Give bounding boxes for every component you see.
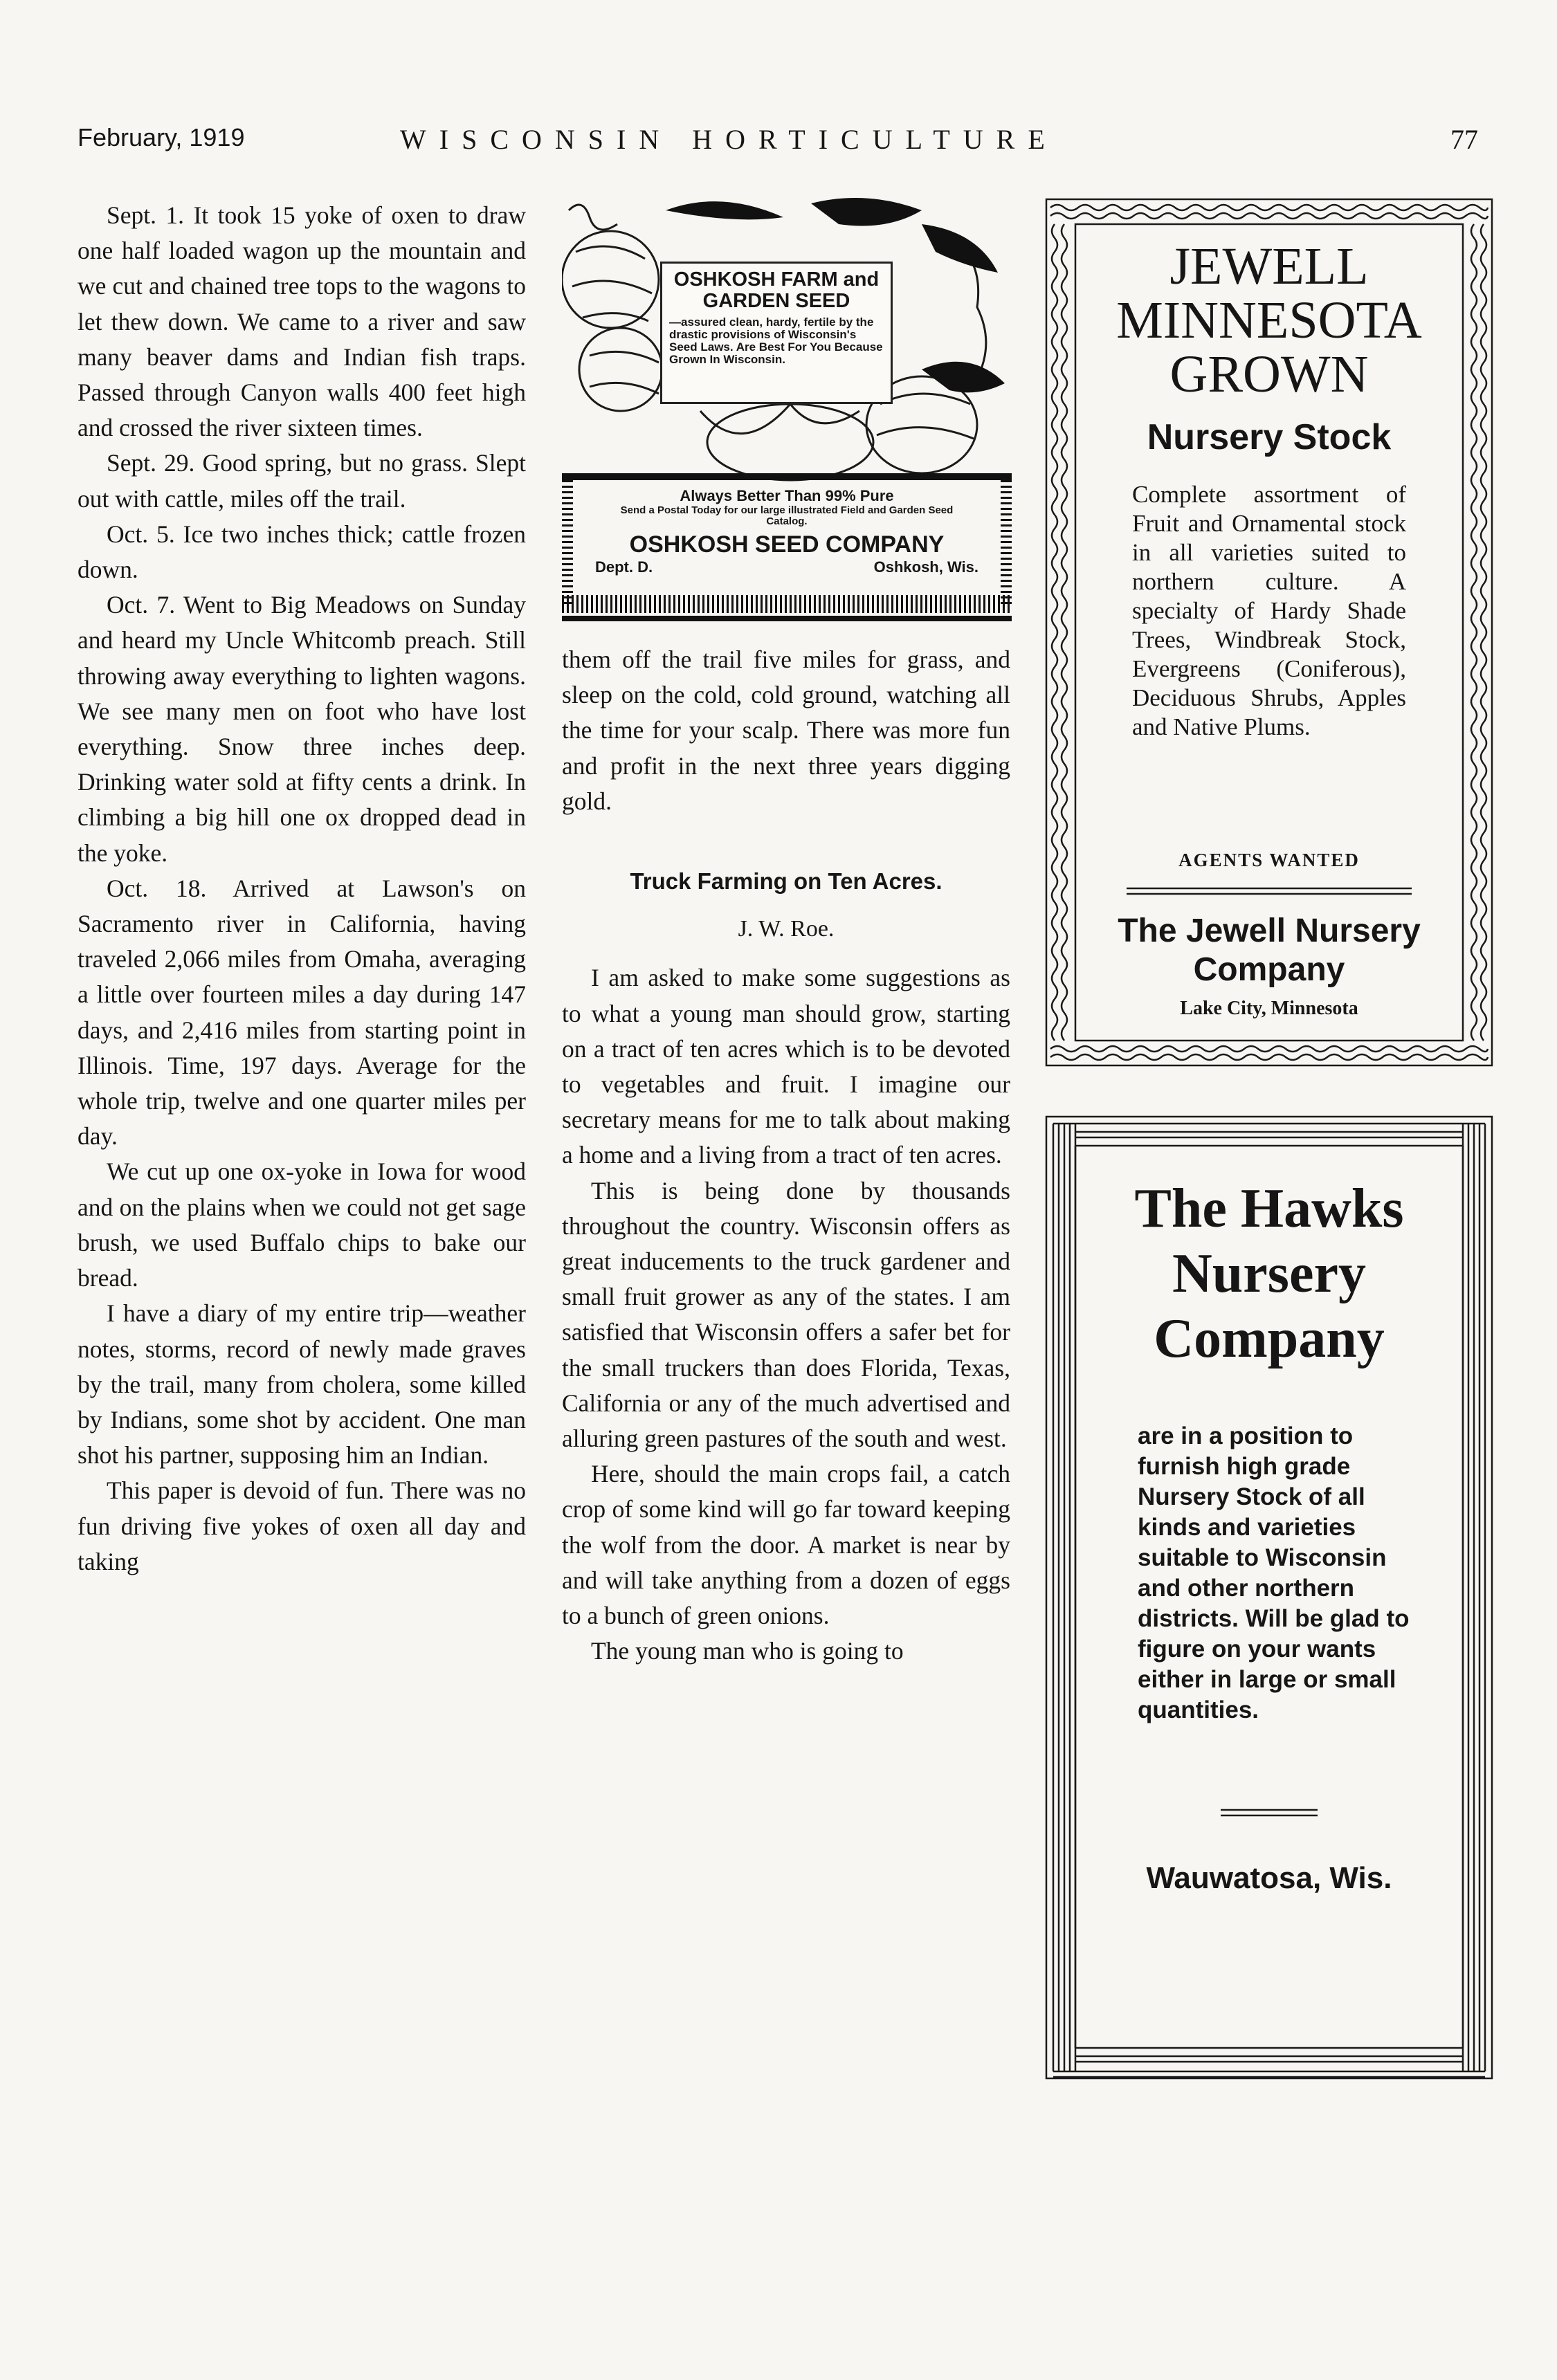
diary-paragraph: Oct. 5. Ice two inches thick; cattle frozen down. [78, 520, 526, 584]
article-title: Truck Farming on Ten Acres. [630, 868, 943, 895]
oshkosh-seed-ad [562, 196, 1012, 621]
diary-paragraph: We cut up one ox-yoke in Iowa for wood and on the plains when we could not get sage brush, we used Buffalo chips to bake our bread. [78, 1157, 526, 1292]
diary-paragraph: This paper is devoid of fun. There was no fun driving five yokes of oxen all day and taking [78, 1476, 526, 1575]
article-paragraph: I am asked to make some suggestions as to what a young man should grow, starting on a tract of ten acres which is to be devoted to vegetables and fruit. I imagine our secretary means for me to talk about making a home and a living from a tract of ten acres. [562, 964, 1010, 1169]
article-paragraph: This is being done by thousands throughout the country. Wisconsin offers as great inducements to the truck gardener and small fruit grower as any of the states. I am satisfied that Wisconsin offers a safer bet for the small truckers than does Florida, Texas, California or any of the much advertised and alluring green pastures of the south and west. [562, 1176, 1010, 1453]
oshkosh-address [574, 558, 999, 576]
article-paragraph: Here, should the main crops fail, a catch crop of some kind will go far toward keeping the wolf from the door. A market is near by and will take anything from a dozen of eggs to a bunch of green onions. [562, 1460, 1010, 1630]
oshkosh-heading: OSHKOSH FARM and GARDEN SEED [673, 268, 880, 312]
jewell-body: Complete assortment of Fruit and Ornamental stock in all varieties suited to northern culture. A specialty of Hardy Shade Trees, Windbreak Stock, Evergreens (Coniferous), Deciduous Shrubs, Apples and Native Plums. [1132, 481, 1406, 740]
jewell-location: Lake City, Minnesota [1180, 998, 1358, 1019]
oshkosh-headline-box [660, 262, 893, 404]
hawks-body: are in a position to furnish high grade Nursery Stock of all kinds and varieties suitable to Wisconsin and other northern districts. Will be glad to figure on your wants either in large or small quantities. [1138, 1422, 1410, 1723]
diary-paragraph: Sept. 1. It took 15 yoke of oxen to draw one half loaded wagon up the mountain and we cut and chained tree tops to the wagons to let thew down. We came to a river and saw many beaver dams and Indian fish traps. Passed through Canyon walls 400 feet high and crossed the river sixteen times. [78, 201, 526, 442]
hawks-nursery-ad [1044, 1114, 1495, 2380]
hawks-title: The Hawks Nursery Company [1134, 1178, 1404, 1369]
header-date: February, 1919 [78, 123, 245, 152]
jewell-nursery-ad [1044, 196, 1495, 1068]
jewell-subtitle: Nursery Stock [1147, 417, 1392, 457]
jewell-company: The Jewell Nursery Company [1118, 913, 1421, 988]
diary-paragraph: I have a diary of my entire trip—weather notes, storms, record of newly made graves by the trail, many from cholera, some killed by Indians, some shot by accident. One man shot his partner, supposing him an Indian. [78, 1299, 526, 1470]
article-author: J. W. Roe. [738, 916, 835, 942]
oshkosh-send-note: Send a Postal Today for our large illustrated Field and Garden Seed Catalog. [620, 504, 954, 527]
diary-paragraph: Sept. 29. Good spring, but no grass. Slept out with cattle, miles off the trail. [78, 449, 526, 513]
left-column [78, 198, 526, 1580]
jewell-title: JEWELL MINNESOTA GROWN [1116, 237, 1422, 403]
middle-column [562, 642, 1010, 1669]
oshkosh-dept: Dept. D. [595, 558, 653, 576]
article-paragraph: The young man who is going to [591, 1637, 904, 1665]
ad-tick-border [562, 595, 1012, 613]
header-page-number: 77 [1450, 124, 1478, 155]
ad-border-right [1001, 480, 1012, 605]
oshkosh-blurb: —assured clean, hardy, fertile by the drastic provisions of Wisconsin's Seed Laws. Are Best For You Because Grown In Wisconsin. [669, 315, 883, 366]
jewell-agents-wanted: AGENTS WANTED [1178, 850, 1360, 870]
oshkosh-company: OSHKOSH SEED COMPANY [629, 531, 945, 558]
diary-paragraph: Oct. 7. Went to Big Meadows on Sunday and heard my Uncle Whitcomb preach. Still throwing away everything to lighten wagons. We see many men on foot who have lost everything. Snow three inches deep. Drinking water sold at fifty cents a drink. In climbing a big hill one ox dropped dead in the yoke. [78, 591, 526, 867]
oshkosh-purity: Always Better Than 99% Pure [680, 487, 894, 504]
ad-border-left [562, 480, 573, 605]
diary-paragraph: Oct. 18. Arrived at Lawson's on Sacramento river in California, having traveled 2,066 miles from Omaha, averaging a little over fourteen miles a day during 147 days, and 2,416 miles from starting point in Illinois. Time, 197 days. Average for the whole trip, twelve and one quarter miles per day. [78, 874, 526, 1151]
header-journal-title: WISCONSIN HORTICULTURE [400, 124, 1058, 155]
diary-continuation: them off the trail five miles for grass, and sleep on the cold, cold ground, watching all the time for your scalp. There was more fun and profit in the next three years digging gold. [562, 646, 1010, 815]
oshkosh-city: Oshkosh, Wis. [873, 558, 978, 576]
oshkosh-lower-text [574, 487, 999, 576]
hawks-location: Wauwatosa, Wis. [1146, 1861, 1392, 1895]
